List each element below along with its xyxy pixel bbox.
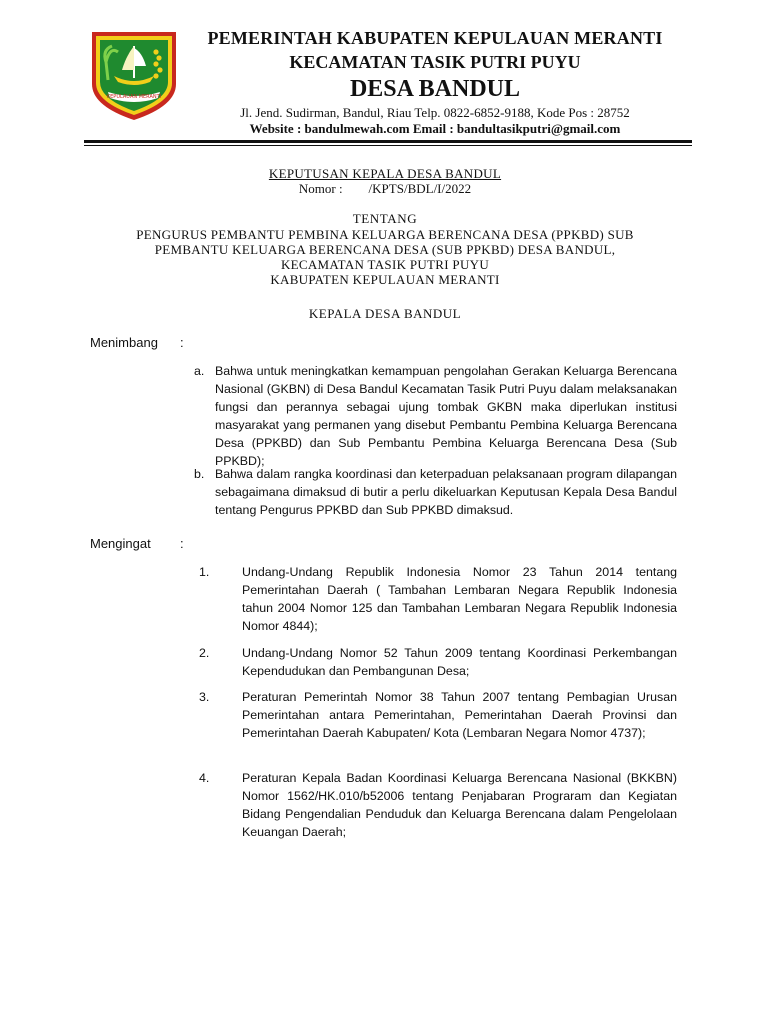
menimbang-item-marker: b. — [194, 467, 205, 481]
mengingat-item-text: Undang-Undang Republik Indonesia Nomor 23 Tahun 2014 tentang Pemerintahan Daerah ( Tambahan Lembaran Negara Republik Indonesia tahun 2004 Nomor 125 dan Tambahan Lembaran Negara Republik Indonesia Nomor 4844); — [242, 565, 677, 633]
decree-title: KEPUTUSAN KEPALA DESA BANDUL — [268, 166, 502, 181]
mengingat-item-marker: 3. — [199, 690, 210, 704]
mengingat-item-text: Peraturan Pemerintah Nomor 38 Tahun 2007 tentang Pembagian Urusan Pemerintahan antara Pemerintahan, Pemerintahan Daerah Provinsi dan Pemerintahan Daerah Kabupaten/ Kota (Lembaran Negara Nomor 4737); — [242, 690, 677, 740]
mengingat-item-marker: 2. — [199, 646, 210, 660]
menimbang-item-text: Bahwa dalam rangka koordinasi dan keterpaduan pelaksanaan program dilapangan sebagaimana dimaksud di butir a perlu dikeluarkan Keputusan Kepala Desa Bandul tentang Pengurus PPKBD dan Sub PPKBD dimaksud. — [215, 467, 677, 517]
mengingat-item-marker: 1. — [199, 565, 210, 579]
address-line: Jl. Jend. Sudirman, Bandul, Riau Telp. 0822-6852-9188, Kode Pos : 28752 — [240, 105, 630, 120]
mengingat-item-text: Undang-Undang Nomor 52 Tahun 2009 tentang Koordinasi Perkembangan Kependudukan dan Pembangunan Desa; — [242, 646, 677, 678]
menimbang-item-text: Bahwa untuk meningkatkan kemampuan pengolahan Gerakan Keluarga Berencana Nasional (GKBN) di Desa Bandul Kecamatan Tasik Putri Puyu dalam melaksanakan fungsi dan perannya sebagai ujung tombak GKBN maka diperlukan institusi masyarakat yang permanen yang disebut Pembantu Pembina Keluarga Berencana Desa (PPKBD) dan Sub Pembantu Pembina Keluarga Berencana Desa (Sub PPKBD); — [215, 364, 677, 468]
menimbang-item-marker: a. — [194, 364, 205, 378]
regency-emblem-icon — [84, 26, 184, 122]
letterhead-divider-thin — [84, 145, 692, 146]
decree-number: Nomor : /KPTS/BDL/I/2022 — [298, 181, 472, 196]
tentang-heading: TENTANG — [352, 211, 418, 226]
website-email-line: Website : bandulmewah.com Email : bandultasikputri@gmail.com — [249, 121, 621, 136]
menimbang-colon: : — [180, 335, 184, 350]
government-name: PEMERINTAH KABUPATEN KEPULAUAN MERANTI — [207, 28, 663, 48]
mengingat-item-marker: 4. — [199, 771, 210, 785]
decree-subject — [80, 227, 690, 287]
district-name: KECAMATAN TASIK PUTRI PUYU — [289, 52, 581, 72]
decree-subject-line: PEMBANTU KELUARGA BERENCANA DESA (SUB PPKBD) DESA BANDUL, — [154, 242, 616, 257]
mengingat-label: Mengingat — [90, 536, 151, 551]
emblem-ribbon-text: KEPULAUAN MERANTI — [106, 94, 162, 100]
decree-subject-line: KECAMATAN TASIK PUTRI PUYU — [280, 257, 490, 272]
issuer-heading: KEPALA DESA BANDUL — [308, 306, 462, 321]
menimbang-label: Menimbang — [90, 335, 158, 350]
mengingat-colon: : — [180, 536, 184, 551]
decree-subject-line: KABUPATEN KEPULAUAN MERANTI — [270, 272, 500, 287]
mengingat-item-text: Peraturan Kepala Badan Koordinasi Keluarga Berencana Nasional (BKKBN) Nomor 1562/HK.010/b52006 tentang Penjabaran Prograram dan Kegiatan Bidang Pengendalian Penduduk dan Keluarga Berencana dalam Pengelolaan Keuangan Daerah; — [242, 771, 677, 839]
decree-subject-line: PENGURUS PEMBANTU PEMBINA KELUARGA BERENCANA DESA (PPKBD) SUB — [136, 227, 634, 242]
village-name: DESA BANDUL — [349, 76, 521, 102]
letterhead-divider-thick — [84, 140, 692, 143]
letterhead — [0, 0, 768, 150]
